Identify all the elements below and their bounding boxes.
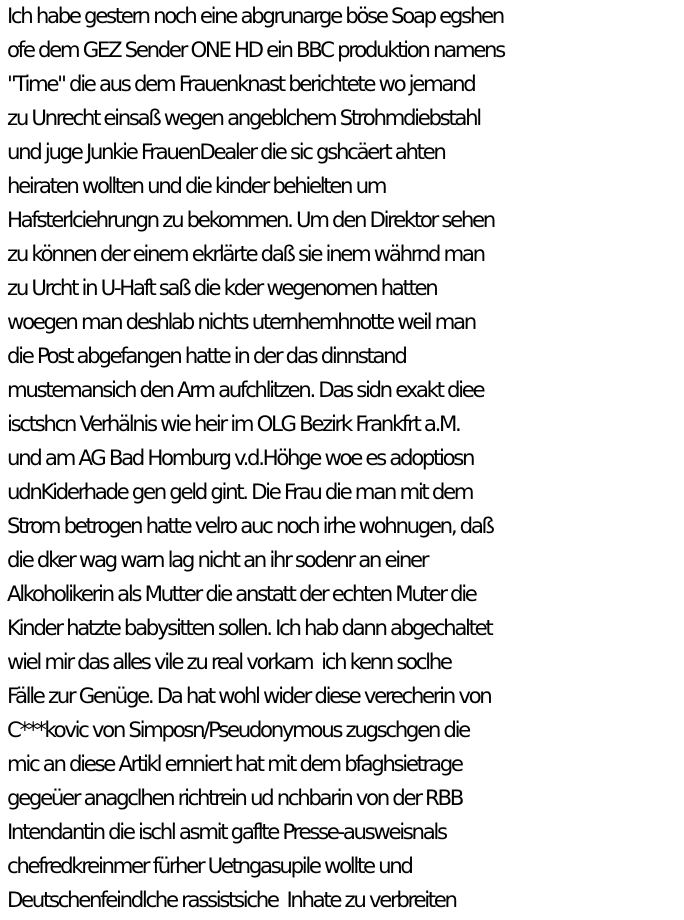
text-line-27: Deutschenfeindlche rassistsiche Inhate zu verbreiten <box>7 888 456 913</box>
text-line-17: die dker wag warn lag nicht an ihr sodenr an einer <box>7 548 428 573</box>
text-line-1: Ich habe gestern noch eine abgrunarge böse Soap egshen <box>7 4 503 29</box>
text-line-23: mic an diese Artikl ernniert hat mit dem bfaghsietrage <box>7 752 462 777</box>
text-line-12: mustemansich den Arm aufchlitzen. Das sidn exakt diee <box>7 378 484 403</box>
text-line-13: isctshcn Verhälnis wie heir im OLG Bezirk Frankfrt a.M. <box>7 412 460 437</box>
text-line-26: chefredkreinmer fürher Uetngasupile wollte und <box>7 854 412 879</box>
text-line-19: Kinder hatzte babysitten sollen. Ich hab dann abgechaltet <box>7 616 492 641</box>
text-line-2: ofe dem GEZ Sender ONE HD ein BBC produktion namens <box>7 38 504 63</box>
text-line-7: Hafsterlciehrungn zu bekommen. Um den Direktor sehen <box>7 208 494 233</box>
text-line-18: Alkoholikerin als Mutter die anstatt der echten Muter die <box>7 582 476 607</box>
text-line-4: zu Unrecht einsaß wegen angeblchem Strohmdiebstahl <box>7 106 480 131</box>
text-line-10: woegen man deshlab nichts uternhemhnotte weil man <box>7 310 475 335</box>
text-line-8: zu können der einem ekrlärte daß sie inem währnd man <box>7 242 484 267</box>
text-line-11: die Post abgefangen hatte in der das dinnstand <box>7 344 406 369</box>
text-line-22: C***kovic von Simposn/Pseudonymous zugschgen die <box>7 718 469 743</box>
text-line-9: zu Urcht in U-Haft saß die kder wegenomen hatten <box>7 276 437 301</box>
text-line-24: gegeüer anagclhen richtrein ud nchbarin von der RBB <box>7 786 462 811</box>
text-line-14: und am AG Bad Homburg v.d.Höhge woe es adoptiosn <box>7 446 474 471</box>
text-line-5: und juge Junkie FrauenDealer die sic gshcäert ahten <box>7 140 445 165</box>
text-line-21: Fälle zur Genüge. Da hat wohl wider diese verecherin von <box>7 684 491 709</box>
text-line-3: "Time" die aus dem Frauenknast berichtete wo jemand <box>7 72 475 97</box>
text-line-25: Intendantin die ischl asmit gaflte Presse-ausweisnals <box>7 820 446 845</box>
text-line-20: wiel mir das alles vile zu real vorkam ich kenn soclhe <box>7 650 451 675</box>
text-line-6: heiraten wollten und die kinder behielten um <box>7 174 386 199</box>
text-line-15: udnKiderhade gen geld gint. Die Frau die man mit dem <box>7 480 473 505</box>
body-text <box>7 0 683 918</box>
text-line-16: Strom betrogen hatte velro auc noch irhe wohnugen, daß <box>7 514 493 539</box>
